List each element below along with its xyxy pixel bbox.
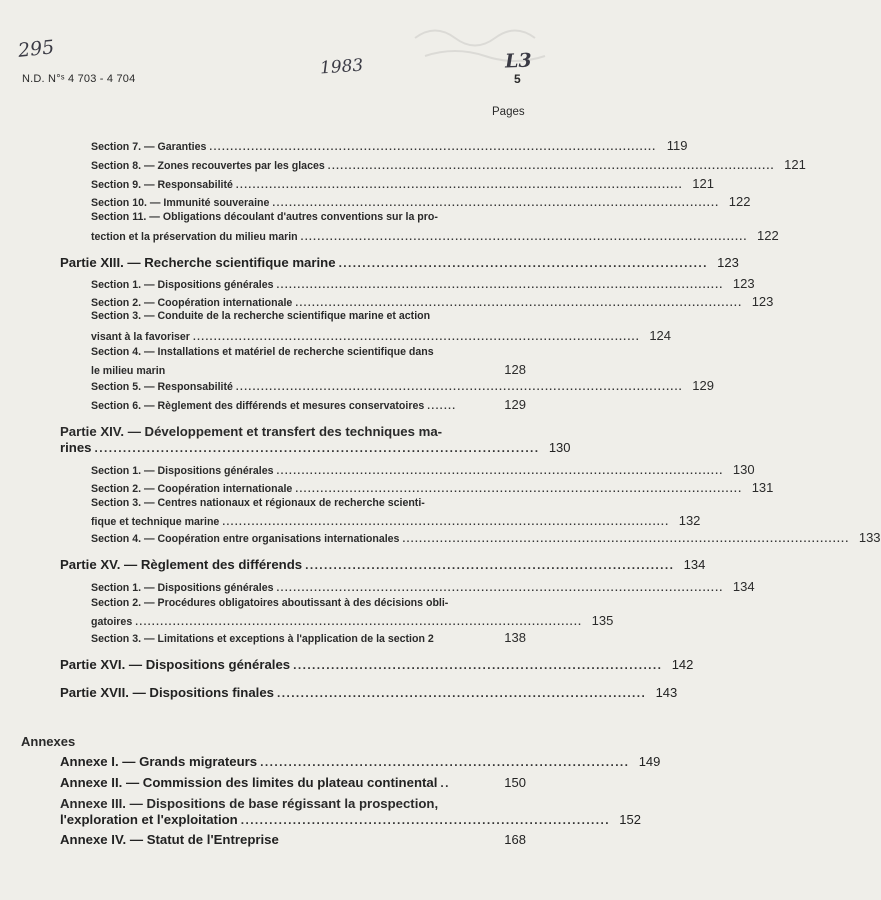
toc-entry: Section 1. — Dispositions générales ........................................................................................................... 130 bbox=[91, 462, 755, 477]
toc-entry: Section 2. — Coopération internationale ........................................................................................................... 131 bbox=[91, 480, 774, 495]
toc-entry: tection et la préservation du milieu marin ........................................................................................................... 122 bbox=[91, 228, 779, 243]
toc-entry: fique et technique marine ........................................................................................................... 132 bbox=[91, 513, 701, 528]
annex-entry: l'exploration et l'exploitation .............................................................................. 152 bbox=[60, 812, 641, 827]
toc-part: Partie XVI. — Dispositions générales .............................................................................. 142 bbox=[60, 657, 694, 672]
toc-entry: gatoires ........................................................................................................... 135 bbox=[91, 613, 614, 628]
toc-entry: Section 2. — Coopération internationale ........................................................................................................... 123 bbox=[91, 294, 774, 309]
toc-part: Partie XIII. — Recherche scientifique marine .............................................................................. 123 bbox=[60, 255, 739, 270]
handwritten-number: 295 bbox=[16, 36, 56, 62]
annex-entry: Annexe IV. — Statut de l'Entreprise 168 bbox=[60, 832, 526, 847]
toc-part: Partie XV. — Règlement des différends .............................................................................. 134 bbox=[60, 557, 706, 572]
toc-entry: Section 4. — Coopération entre organisations internationales ........................................................................................................... 133 bbox=[91, 530, 881, 545]
annex-entry: Annexe I. — Grands migrateurs .............................................................................. 149 bbox=[60, 754, 661, 769]
toc-entry: Section 3. — Limitations et exceptions à l'application de la section 2 138 bbox=[91, 630, 526, 645]
annex-entry: Annexe II. — Commission des limites du plateau continental .. 150 bbox=[60, 775, 526, 790]
toc-entry-line1: Section 3. — Centres nationaux et régionaux de recherche scienti- bbox=[91, 497, 425, 509]
toc-part: Partie XVII. — Dispositions finales .............................................................................. 143 bbox=[60, 685, 678, 700]
page-number: 5 bbox=[514, 72, 521, 86]
toc-entry: Section 7. — Garanties ........................................................................................................... 119 bbox=[91, 138, 688, 153]
toc-entry: visant à la favoriser ........................................................................................................... 124 bbox=[91, 328, 672, 343]
handwritten-year: 1983 bbox=[319, 55, 364, 79]
annexes-heading: Annexes bbox=[21, 734, 76, 749]
document-reference: N.D. N°ˢ 4 703 - 4 704 bbox=[22, 73, 136, 85]
toc-entry: Section 1. — Dispositions générales ........................................................................................................... 134 bbox=[91, 579, 755, 594]
handwritten-mark: L3 bbox=[504, 49, 532, 73]
bleed-through-marks bbox=[405, 8, 575, 68]
toc-entry-line1: Section 4. — Installations et matériel de recherche scientifique dans bbox=[91, 346, 434, 358]
toc-entry: le milieu marin 128 bbox=[91, 362, 526, 377]
toc-entry: Section 6. — Règlement des différends et mesures conservatoires ....... 129 bbox=[91, 397, 526, 412]
toc-part: rines .............................................................................................. 130 bbox=[60, 440, 571, 455]
toc-entry-line1: Section 2. — Procédures obligatoires aboutissant à des décisions obli- bbox=[91, 597, 449, 609]
toc-entry: Section 8. — Zones recouvertes par les glaces ........................................................................................................... 121 bbox=[91, 157, 806, 172]
toc-entry: Section 10. — Immunité souveraine ........................................................................................................... 122 bbox=[91, 194, 751, 209]
pages-column-label: Pages bbox=[492, 106, 525, 118]
toc-entry: Section 9. — Responsabilité ........................................................................................................... 121 bbox=[91, 176, 714, 191]
toc-entry-line1: Section 11. — Obligations découlant d'autres conventions sur la pro- bbox=[91, 211, 438, 223]
toc-part-line1: Partie XIV. — Développement et transfert des techniques ma- bbox=[60, 424, 443, 439]
toc-entry-line1: Section 3. — Conduite de la recherche scientifique marine et action bbox=[91, 310, 431, 322]
toc-entry: Section 5. — Responsabilité ........................................................................................................... 129 bbox=[91, 378, 714, 393]
toc-entry: Section 1. — Dispositions générales ........................................................................................................... 123 bbox=[91, 276, 755, 291]
annex-entry-line1: Annexe III. — Dispositions de base régissant la prospection, bbox=[60, 796, 439, 811]
